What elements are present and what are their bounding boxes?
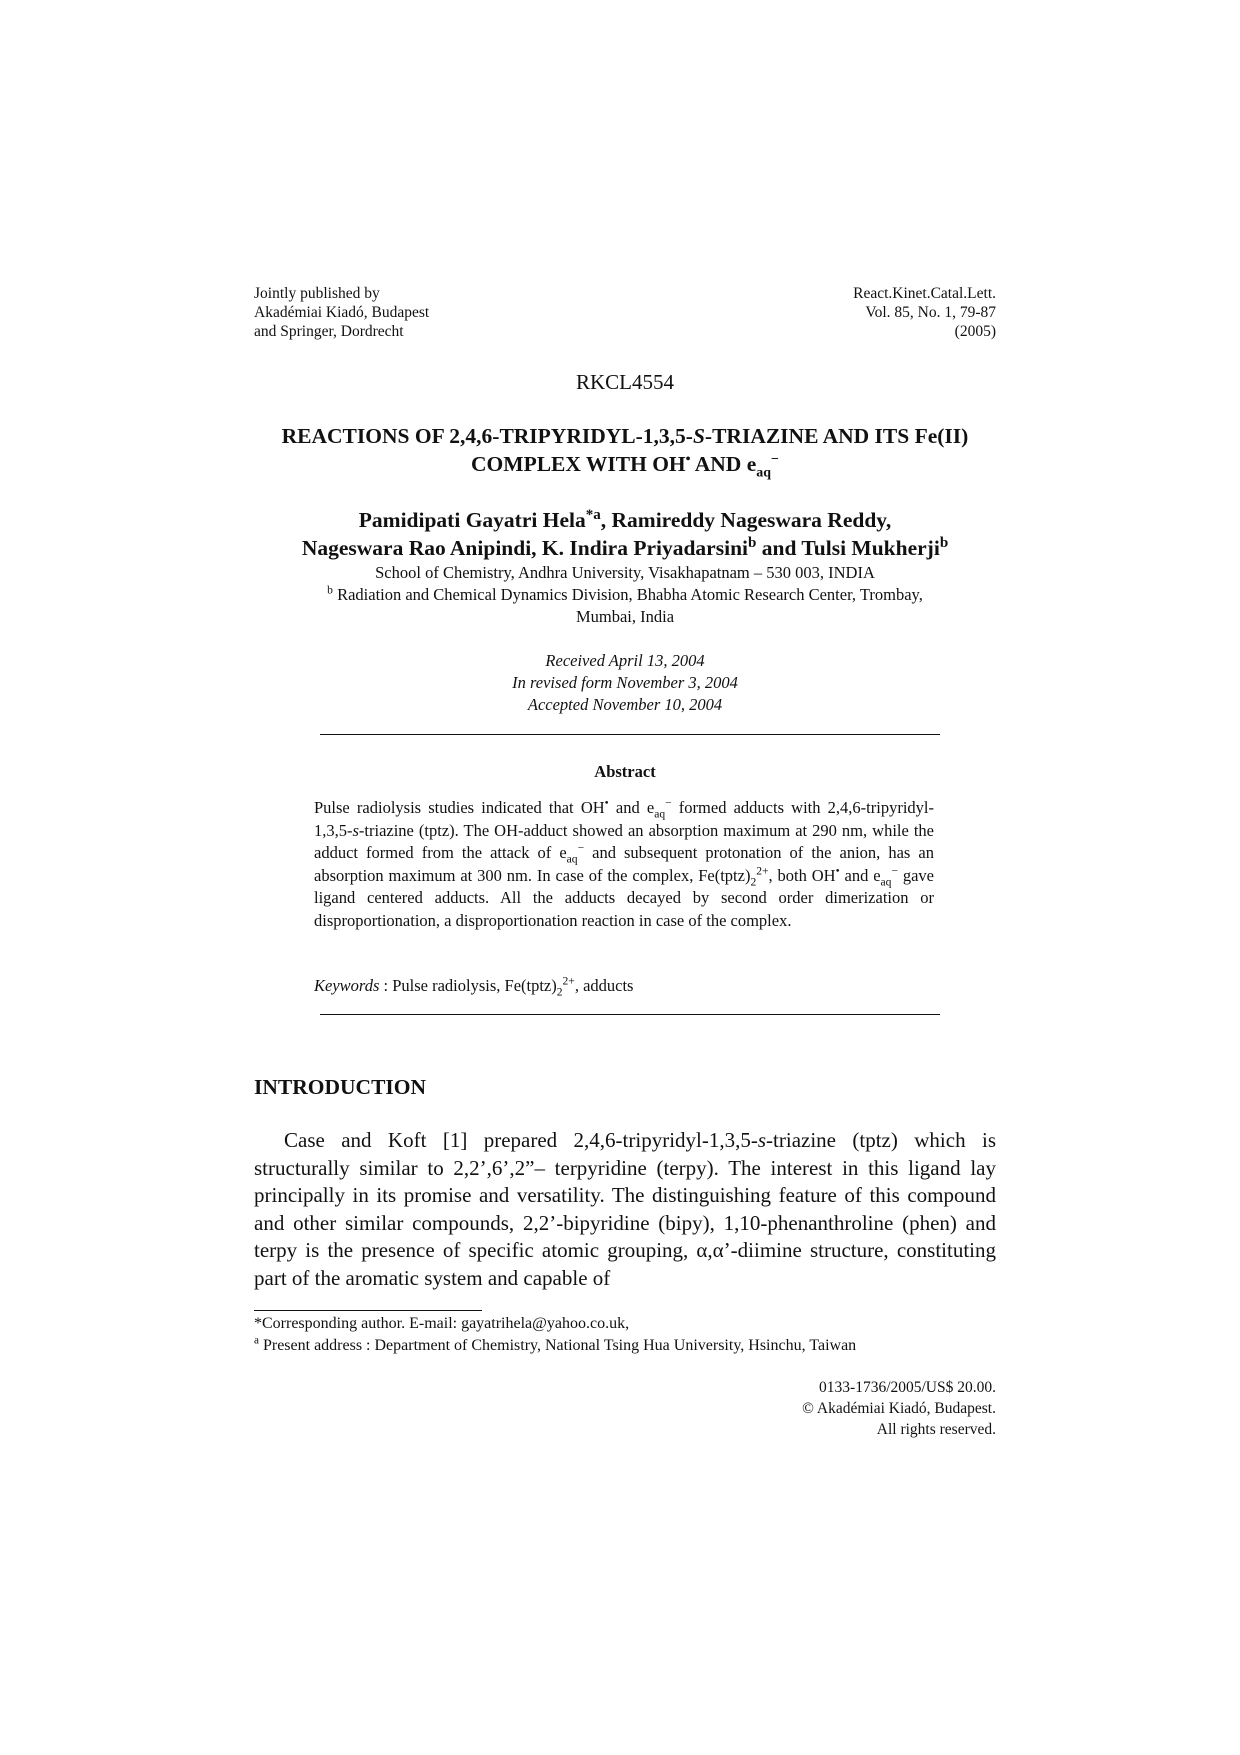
journal-line: (2005) [954,323,996,340]
copyright-line: 0133-1736/2005/US$ 20.00. [819,1379,996,1396]
paper-title [254,422,996,481]
keywords: Keywords : Pulse radiolysis, $Fe(tptz)_2^{2+}$, adducts [314,975,634,999]
abstract-bottom-rule [320,1014,940,1015]
date-accepted: Accepted November 10, 2004 [527,695,723,714]
footnote-rule [254,1310,482,1311]
publisher-line: Jointly published by [254,285,380,302]
affiliation-line: $^b$ Radiation and Chemical Dynamics Division, Bhabha Atomic Research Center, Trombay, [327,584,923,604]
copyright-notice [802,1377,996,1440]
submission-dates [254,650,996,716]
publisher-header [254,284,429,341]
author-list [254,506,996,562]
affiliation-line: Mumbai, India [575,607,675,626]
journal-line: Vol. 85, No. 1, 79-87 [865,304,996,321]
journal-header [853,284,996,341]
publisher-line: Akadémiai Kiadó, Budapest [254,304,430,321]
title-line-1: REACTIONS OF 2,4,6-TRIPYRIDYL-1,3,5-S-TRIAZINE AND ITS Fe(II) [281,424,969,448]
article-id: RKCL4554 [575,370,674,394]
introduction-paragraph: Case and Koft [1] prepared 2,4,6-tripyridyl-1,3,5-s-triazine (tptz) which is structurally similar to 2,2’,6’,2”– terpyridine (terpy). The interest in this ligand lay principally in its promise and versatility. The distinguishing feature of this compound and other similar compounds, 2,2’-bipyridine (bipy), 1,10-phenanthroline (phen) and terpy is the presence of specific atomic grouping, α,α’-diimine structure, constituting part of the aromatic system and capable of [254,1128,996,1290]
author-line-2: Nageswara Rao Anipindi, K. Indira Priyadarsini$^b$ and Tulsi Mukherji$^b$ [301,534,949,560]
title-line-2: COMPLEX WITH OH• AND $e_{aq}^-$ [471,451,779,481]
affiliation-line: School of Chemistry, Andhra University, Visakhapatnam – 530 003, INDIA [375,563,875,582]
section-heading-introduction: INTRODUCTION [254,1075,427,1099]
abstract-heading: Abstract [594,762,656,781]
date-received: Received April 13, 2004 [545,651,705,670]
journal-line: React.Kinet.Catal.Lett. [853,285,996,302]
author-line-1: Pamidipati Gayatri Hela$^{*a}$, Ramireddy Nageswara Reddy, [358,506,892,532]
copyright-line: © Akadémiai Kiadó, Budapest. [802,1400,996,1417]
affiliations [254,562,996,628]
date-revised: In revised form November 3, 2004 [512,673,738,692]
copyright-line: All rights reserved. [876,1421,996,1438]
publisher-line: and Springer, Dordrecht [254,323,404,340]
footnote-corresponding: *Corresponding author. E-mail: gayatrihela@yahoo.co.uk, [254,1315,630,1332]
footnote-address: $^a$ Present address : Department of Chemistry, National Tsing Hua University, Hsinchu, Taiwan [254,1334,857,1354]
abstract-top-rule [320,734,940,735]
abstract-body: Pulse radiolysis studies indicated that OH• and $e_{aq}^-$ formed adducts with 2,4,6-tripyridyl-1,3,5-s-triazine (tptz). The OH-adduct showed an absorption maximum at 290 nm, while the adduct formed from the attack of $e_{aq}^-$ and subsequent protonation of the anion, has an absorption maximum at 300 nm. In case of the complex, $Fe(tptz)_2^{2+}$, both OH• and $e_{aq}^-$ gave ligand centered adducts. All the adducts decayed by second order dimerization or disproportionation, a disproportionation reaction in case of the complex. [314,797,935,930]
